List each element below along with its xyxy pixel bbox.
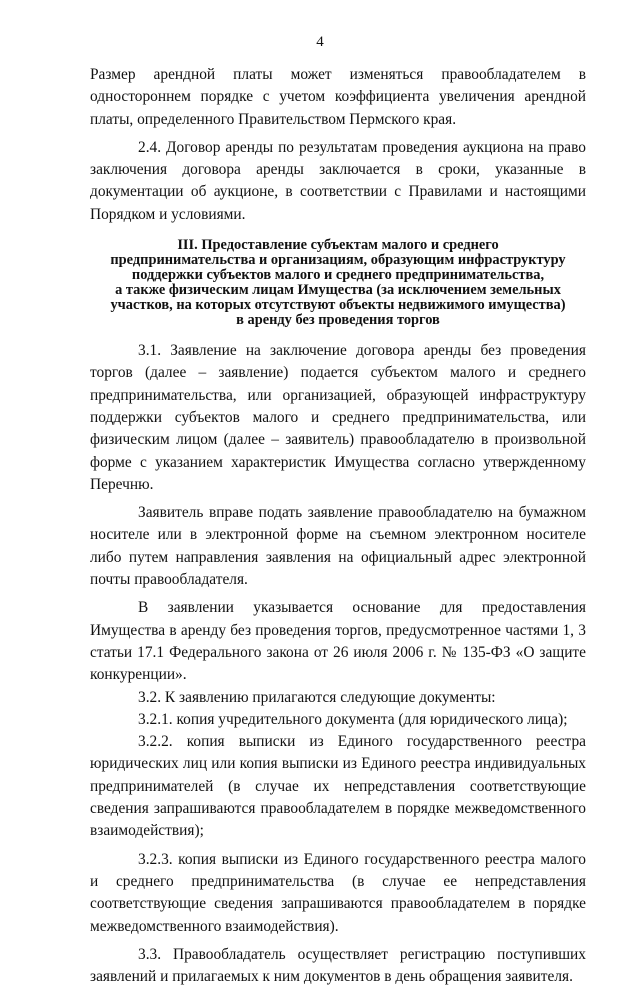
paragraph-3-1: 3.1. Заявление на заключение договора аренды без проведения торгов (далее – заявление) подается субъектом малого и среднего предпринимательства, или организацией, образующей инфраструктуру поддержки субъектов малого и среднего предпринимательства, или физическим лицом (далее – заявитель) правообладателю в произвольной форме с указанием характеристик Имущества согласно утвержденному Перечню. (90, 342, 586, 493)
document-body (90, 64, 586, 988)
heading-line: в аренду без проведения торгов (236, 312, 440, 329)
paragraph-application-basis: В заявлении указывается основание для предоставления Имущества в аренду без проведения торгов, предусмотренное частями 1, 3 статьи 17.1 Федерального закона от 26 июля 2006 г. № 135-ФЗ «О защите конкуренции». (90, 599, 586, 684)
paragraph-3-2-1: 3.2.1. копия учредительного документа (для юридического лица); (138, 710, 568, 728)
heading-line: а также физическим лицам Имущества (за исключением земельных (115, 282, 561, 299)
heading-line: III. Предоставление субъектам малого и среднего (177, 237, 499, 254)
page-number: 4 (316, 34, 324, 50)
heading-line: участков, на которых отсутствуют объекты недвижимого имущества) (110, 297, 566, 314)
paragraph-3-3: 3.3. Правообладатель осуществляет регистрацию поступивших заявлений и прилагаемых к ним документов в день обращения заявителя. (90, 945, 586, 986)
paragraph-2-4: 2.4. Договор аренды по результатам проведения аукциона на право заключения договора аренды заключается в сроки, указанные в документации об аукционе, в соответствии с Правилами и настоящими Порядком и условиями. (90, 138, 586, 223)
section-heading-iii (90, 238, 586, 328)
heading-line: поддержки субъектов малого и среднего предпринимательства, (131, 267, 545, 284)
paragraph-3-2-2: 3.2.2. копия выписки из Единого государственного реестра юридических лиц или копия выписки из Единого реестра индивидуальных предпринимателей (в случае их непредставления соответствующие сведения запрашиваются правообладателем в порядке межведомственного взаимодействия); (90, 733, 586, 840)
paragraph-3-2: 3.2. К заявлению прилагаются следующие документы: (138, 688, 496, 706)
paragraph-applicant-submission: Заявитель вправе подать заявление правообладателю на бумажном носителе или в электронной форме на съемном электронном носителе либо путем направления заявления на официальный адрес электронной почты правообладателя. (90, 504, 586, 589)
paragraph-3-2-3: 3.2.3. копия выписки из Единого государственного реестра малого и среднего предпринимательства (в случае ее непредставления соответствующие сведения запрашиваются правообладателем в порядке межведомственного взаимодействия). (90, 850, 586, 935)
heading-line: предпринимательства и организациям, образующим инфраструктуру (110, 252, 566, 269)
paragraph-rent-change: Размер арендной платы может изменяться правообладателем в одностороннем порядке с учетом коэффициента увеличения арендной платы, определенного Правительством Пермского края. (90, 66, 586, 128)
